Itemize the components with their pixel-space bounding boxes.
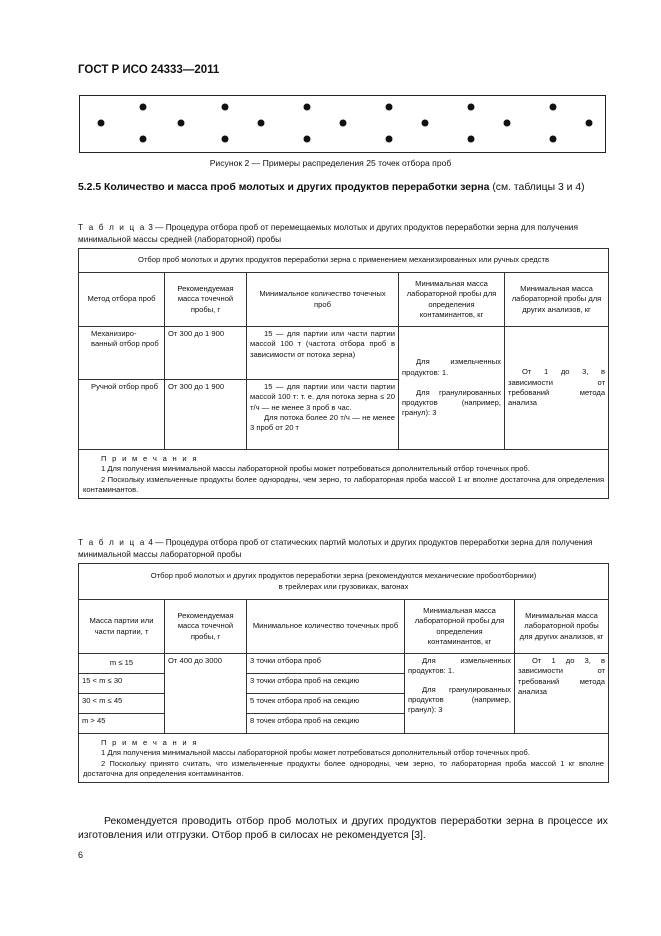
table4 [78,563,609,783]
table3-col-header: Рекомендуемая масса точечной пробы, г [165,273,247,327]
table3-caption-text: — Процедура отбора проб от перемещаемых молотых и других продуктов переработки зерна для получения минимальной массы средней (лабораторной) пробы [78,222,578,244]
sampling-point-dot [386,136,393,143]
table4-contaminants-line: Для измельченных продуктов: 1. [408,656,511,676]
table3-cell-contaminants [399,327,505,450]
table3-cell-other: От 1 до 3, в зависимости от требований метода анализа [505,327,609,450]
sampling-point-dot [504,120,511,127]
table4-cell-mass: От 400 до 3000 [165,654,247,734]
table4-cell-count: 3 точки отбора проб [247,654,405,674]
table4-cell-lot: 15 < m ≤ 30 [79,674,165,694]
table4-cell-contaminants [405,654,515,734]
table3-col-header: Метод отбора проб [79,273,165,327]
table4-col-header: Минимальная масса лабораторной пробы для определения контаминантов, кг [405,600,515,654]
section-suffix: (см. таблицы 3 и 4) [489,182,585,193]
table4-note: 1 Для получения минимальной массы лабораторной пробы может потребоваться дополнительный отбор точечных проб. [101,748,530,758]
sampling-point-dot [304,104,311,111]
sampling-point-dot [222,104,229,111]
table3-notes [79,450,609,499]
table3 [78,248,609,499]
sampling-point-dot [386,104,393,111]
table3-count-line: Для потока более 20 т/ч — не менее 3 проб от 20 т [250,412,395,433]
table4-cell-lot: m > 45 [79,714,165,734]
sampling-point-dot [140,104,147,111]
table3-caption [78,222,608,245]
table4-span-header-line: Отбор проб молотых и других продуктов переработки зерна (рекомендуются механические пробоотборники) [150,571,537,581]
sampling-point-dot [550,136,557,143]
sampling-point-dot [98,120,105,127]
table3-col-header: Минимальная масса лабораторной пробы для определения контаминантов, кг [399,273,505,327]
table4-col-header: Минимальное количество точечных проб [247,600,405,654]
section-heading [78,181,608,195]
sampling-point-dot [422,120,429,127]
table3-count-line: 15 — для партии или части партии массой 100 т: т. е. для потока зерна ≤ 20 т/ч — не менее 3 проб в час. [250,382,395,412]
table4-col-header: Минимальная масса лабораторной пробы для других анализов, кг [515,600,609,654]
closing-paragraph: Рекомендуется проводить отбор проб молотых и других продуктов переработки зерна в процессе их изготовления или отгрузки. Отбор проб в силосах не рекомендуется [3]. [78,816,608,841]
sampling-point-dot [178,120,185,127]
sampling-point-dot [468,136,475,143]
sampling-point-dot [304,136,311,143]
table4-cell-lot: m ≤ 15 [79,654,165,674]
table4-cell-other: От 1 до 3, в зависимости от требований метода анализа [515,654,609,734]
table3-col-header: Минимальное количество точечных проб [247,273,399,327]
table3-span-header: Отбор проб молотых и других продуктов переработки зерна с применением механизированных или ручных средств [79,249,609,273]
sampling-point-dot [222,136,229,143]
table3-cell-mass: От 300 до 1 900 [165,327,247,380]
table3-note: 2 Поскольку измельченные продукты более однородны, чем зерно, то лабораторная проба массой 1 кг вполне достаточна для определения контаминантов. [83,474,605,494]
table4-caption-text: — Процедура отбора проб от статических партий молотых и других продуктов переработки зерна для получения минимальной массы лабораторной пробы [78,537,593,559]
section-title: Количество и масса проб молотых и других продуктов переработки зерна [104,182,490,193]
table3-label: Т а б л и ц а [78,222,146,232]
table3-cell-mass: От 300 до 1 900 [165,380,247,450]
table4-notes-title: П р и м е ч а н и я [101,738,199,747]
table3-note: 1 Для получения минимальной массы лабораторной пробы может потребоваться дополнительный отбор точечных проб. [101,464,530,474]
table4-span-header-line: в трейлерах или грузовиках, вагонах [278,581,409,591]
table4-col-header: Масса партии или части партии, т [79,600,165,654]
sampling-point-dot [468,104,475,111]
page-number: 6 [78,850,84,860]
table4-cell-count: 5 точек отбора проб на секцию [247,694,405,714]
sampling-points-figure [79,95,606,153]
table3-cell-count [247,380,399,450]
figure-caption: Рисунок 2 — Примеры распределения 25 точек отбора проб [209,158,452,168]
table3-number: 3 [148,222,153,232]
table3-notes-title: П р и м е ч а н и я [101,454,199,463]
table3-cell-count: 15 — для партии или части партии массой 100 т (частота отбора проб в зависимости от потока зерна) [247,327,399,380]
table4-cell-count: 3 точки отбора проб на секцию [247,674,405,694]
section-number: 5.2.5 [78,182,102,193]
table4-notes [79,734,609,783]
table4-note: 2 Поскольку принято считать, что измельченные продукты более однородны, чем зерно, то лабораторная проба массой 1 кг вполне достаточна для определения контаминантов. [83,758,605,778]
document-header: ГОСТ Р ИСО 24333—2011 [78,64,220,76]
sampling-point-dot [140,136,147,143]
sampling-point-dot [340,120,347,127]
sampling-point-dot [586,120,593,127]
table4-cell-count: 8 точек отбора проб на секцию [247,714,405,734]
table4-col-header: Рекомендуемая масса точечной пробы, г [165,600,247,654]
table4-cell-lot: 30 < m ≤ 45 [79,694,165,714]
table4-number: 4 [148,537,153,547]
sampling-point-dot [550,104,557,111]
table3-cell-method: Ручной отбор проб [79,380,165,450]
table3-contaminants-line: Для измельченных продуктов: 1. [402,357,501,377]
table4-label: Т а б л и ц а [78,537,146,547]
table4-span-header [79,564,609,600]
table3-col-header: Минимальная масса лабораторной пробы для других анализов, кг [505,273,609,327]
table4-caption [78,537,608,560]
table3-contaminants-line: Для гранулированных продуктов (например, гранул): 3 [402,387,501,418]
table3-cell-method: Механизиро-ванный отбор проб [79,327,165,380]
table4-contaminants-line: Для гранулированных продуктов (например, гранул): 3 [408,684,511,715]
sampling-point-dot [258,120,265,127]
